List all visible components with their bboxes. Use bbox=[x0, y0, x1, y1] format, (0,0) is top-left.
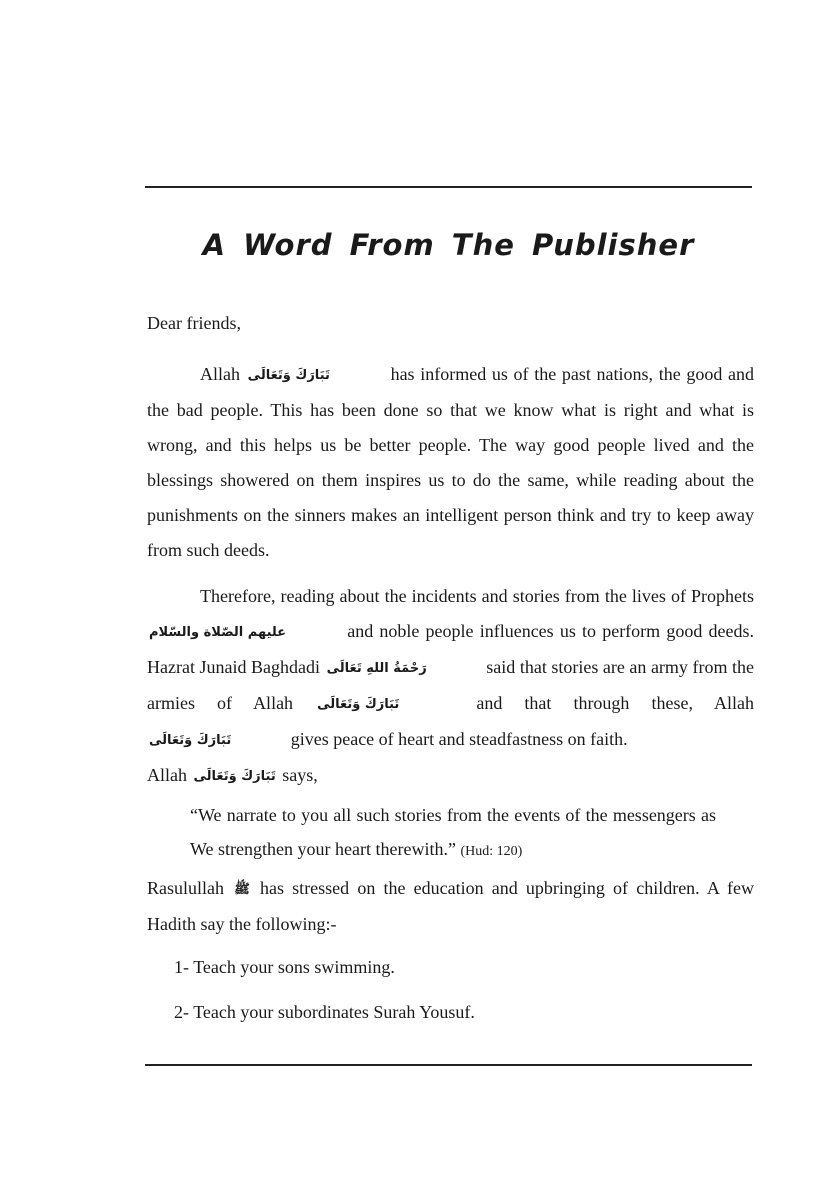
top-rule bbox=[145, 186, 752, 188]
arabic-honorific-prophets: عليهم الصّلاة والسّلام bbox=[149, 625, 287, 640]
paragraph-text: has stressed on the education and upbringing of children. A few Hadith say the following:- bbox=[147, 878, 754, 934]
quran-quote bbox=[190, 798, 716, 869]
hadith-list bbox=[174, 950, 754, 1030]
list-number: 2- bbox=[174, 1002, 189, 1022]
arabic-honorific-allah: تَبَارَكَ وَتَعَالَى bbox=[193, 769, 276, 784]
arabic-honorific-junaid: رَحْمَةُ اللهِ تَعَالَى bbox=[326, 661, 427, 676]
paragraph-text: and noble people influences us to perform good deeds. Hazrat Junaid Baghdadi bbox=[147, 621, 754, 677]
arabic-honorific-allah: تَبَارَكَ وَتَعَالَى bbox=[149, 733, 232, 748]
list-item bbox=[174, 950, 754, 985]
paragraph-text: and that through these, Allah bbox=[476, 693, 754, 713]
quote-text: “We narrate to you all such stories from the events of the messengers as We strengthen your heart therewith.” bbox=[190, 805, 716, 859]
paragraph-text: has informed us of the past nations, the good and the bad people. This has been done so that we know what is right and what is wrong, and this helps us be better people. The way good people lived and the blessings showered on them inspires us to do the same, while reading about the punishments on the sinners makes an intelligent person think and try to keep away from such deeds. bbox=[147, 364, 755, 560]
says-word: says, bbox=[282, 765, 318, 785]
rasulullah-word: Rasulullah bbox=[147, 878, 224, 898]
allah-word: Allah bbox=[200, 364, 240, 384]
arabic-honorific-allah: تَبَارَكَ وَتَعَالَى bbox=[317, 697, 400, 712]
paragraph-text: gives peace of heart and steadfastness on faith. bbox=[290, 729, 628, 749]
paragraph-allah-says bbox=[147, 758, 754, 794]
allah-word: Allah bbox=[147, 765, 187, 785]
bottom-rule bbox=[145, 1064, 752, 1066]
list-text: Teach your sons swimming. bbox=[193, 957, 395, 977]
arabic-honorific-allah: تَبَارَكَ وَتَعَالَى bbox=[247, 368, 330, 383]
paragraph-stories bbox=[147, 579, 754, 758]
paragraph-text: said that stories are an army from the armies of Allah bbox=[147, 657, 754, 713]
greeting: Dear friends, bbox=[147, 313, 241, 333]
list-item bbox=[174, 995, 754, 1030]
paragraph-text: Therefore, reading about the incidents and stories from the lives of Prophets bbox=[200, 586, 754, 606]
list-number: 1- bbox=[174, 957, 189, 977]
list-text: Teach your subordinates Surah Yousuf. bbox=[193, 1002, 475, 1022]
arabic-honorific-rasulullah: ﷺ bbox=[234, 882, 250, 897]
quote-reference: (Hud: 120) bbox=[460, 844, 523, 859]
paragraph-past-nations bbox=[147, 357, 754, 568]
body-text bbox=[147, 306, 754, 1040]
paragraph-rasulullah bbox=[147, 871, 754, 942]
page-title: A Word From The Publisher bbox=[202, 228, 695, 262]
